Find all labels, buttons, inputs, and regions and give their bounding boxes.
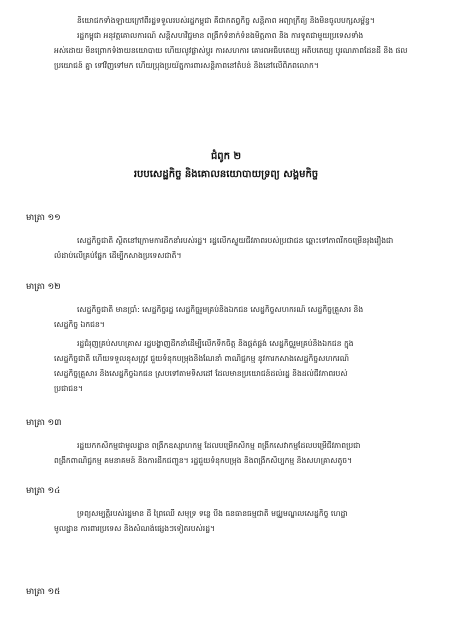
chapter-title: របបសេដ្ឋកិច្ច និងគោលនយោបាយទ្រព្យ សង្គមកិច្ច bbox=[133, 169, 319, 180]
article-14-line-2: មូលដ្ឋាន ការពារប្រទេស និងសំណង់ផ្សេងៗទៀតរបស់រដ្ឋ។ bbox=[54, 524, 216, 533]
article-label-11: មាត្រា ១១ bbox=[26, 213, 61, 223]
article-11-line-2: លំដាប់លើគ្រប់ផ្នែក ដើម្បីកសាងប្រទេសជាតិ។ bbox=[54, 251, 182, 260]
chapter-number: ជំពូក ២ bbox=[210, 151, 242, 162]
article-label-12: មាត្រា ១២ bbox=[26, 282, 61, 292]
article-12-line-4: សេដ្ឋកិច្ចជាតិ ហើយទទួលខុសត្រូវ ជួយទំនុកបម្រុងនិងណែនាំ ពាណិជ្ជកម្ម នូវការកសាងសេដ្ឋកិច្ចសហករណ៍ bbox=[54, 354, 350, 363]
article-12-line-5: សេដ្ឋកិច្ចគ្រួសារ និងសេដ្ឋកិច្ចឯកជន ស្របទៅតាមទិសដៅ ដែលមានប្រយោជន៍ដល់រដ្ឋ និងដល់ជីវភាពរបស់ bbox=[54, 369, 348, 378]
article-label-13: មាត្រា ១៣ bbox=[26, 418, 62, 428]
intro-line-4: ប្រយោជន៍ គ្នា ទៅវិញទៅមក ហើយប្រុងប្រយ័ត្នការពារសន្តិភាពនៅតំបន់ និងនៅលើពិភពលោក។ bbox=[54, 61, 319, 70]
article-13-line-1: រដ្ឋយកកសិកម្មជាមូលដ្ឋាន ពង្រឹកឧស្សាហកម្ម ដែលបម្រើកសិកម្ម ពង្រីកសេវាកម្មដែលបម្រើជីវភាពប្រជា bbox=[77, 441, 361, 450]
article-label-15: មាត្រា ១៥ bbox=[26, 587, 61, 597]
intro-line-1: និយោជកទាំងឡាយក្រៅពីរដ្ឋទទួលរបស់រដ្ឋកម្ពុជា គឺជាកតព្វកិច្ច សន្តិភាព អព្យាក្រឹត្យ និងមិនចូលបក្សសម្ព័ន្ធ។ bbox=[77, 16, 375, 25]
article-12-line-3: រដ្ឋជំរុញគ្រប់សហគ្រាស រដ្ឋបង្ហាញដឹកនាំដើម្បីលើកទឹកចិត្ត និងផ្គត់ផ្គង់ សេដ្ឋកិច្ចរួមគ្រប់និងឯកជន ក្នុង bbox=[77, 339, 354, 348]
article-11-line-1: សេដ្ឋកិច្ចជាតិ ស្ថិតនៅក្រោមការដឹកនាំរបស់រដ្ឋ។ រដ្ឋលើកស្ទួយជីវភាពរបស់ប្រជាជន ឆ្ពោះទៅភាពរីកចម្រើនរុងរឿងជា bbox=[77, 236, 394, 245]
article-13-line-2: ពង្រីកពាណិជ្ជកម្ម គមនាគមន៍ និងការដឹកជញ្ជូន។ រដ្ឋជួយទំនុកបម្រុង និងពង្រីកសិប្បកម្ម និងសហគ្រាសតូច។ bbox=[54, 456, 353, 465]
article-12-line-1: សេដ្ឋកិច្ចជាតិ មានប្រាំ: សេដ្ឋកិច្ចរដ្ឋ សេដ្ឋកិច្ចរួមគ្រប់និងឯកជន សេដ្ឋកិច្ចសហករណ៍ សេដ្ឋកិច្ចគ្រួសារ និង bbox=[77, 305, 364, 314]
article-label-14: មាត្រា ១៤ bbox=[26, 486, 61, 496]
article-14-line-1: ទ្រព្យសម្បត្តិរបស់រដ្ឋមាន ដី ព្រៃឈើ សមុទ្រ ទន្លេ បឹង ធនធានធម្មជាតិ មជ្ឈមណ្ឌលសេដ្ឋកិច្ច ហេដ្ឋា bbox=[77, 509, 348, 518]
article-12-line-6: ប្រជាជន។ bbox=[54, 384, 83, 393]
intro-line-3: អស់ដោយ មិនព្រោកទំងាយនយោបាយ ហើយលូវផ្លាស់ប្តូរ ការសហការ គោរពអធិបតេយ្យ អតិបតេយ្យ បូរណភាពដែនដី និង ផល bbox=[54, 46, 408, 55]
intro-line-2: រដ្ឋកម្ពុជា អនុវត្តគោលការណ៍ សន្តិសហវិជ្ជមាន ពង្រឹកទំនាក់ទំនងមិត្តភាព និង ការទូតជាមួយប្រទេសទាំង bbox=[77, 31, 364, 40]
article-12-line-2: សេដ្ឋកិច្ច ឯកជន។ bbox=[54, 320, 105, 329]
